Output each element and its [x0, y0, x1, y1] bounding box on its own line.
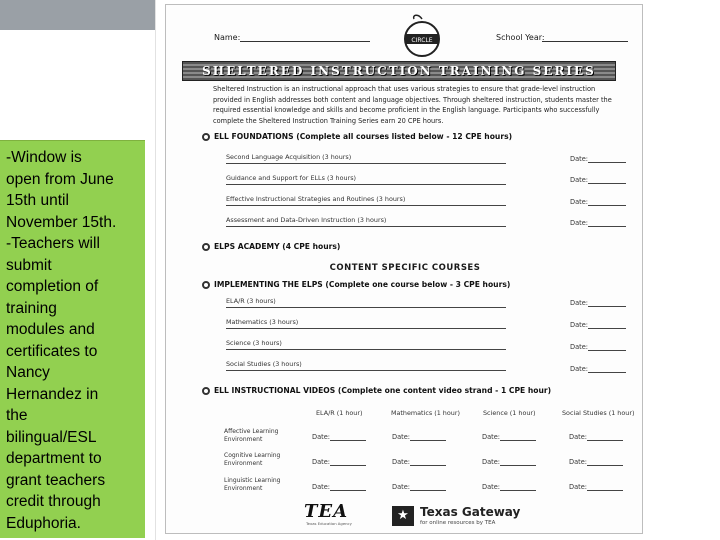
section-title-implementing-elps: IMPLEMENTING THE ELPS (Complete one course below - 3 CPE hours) — [214, 280, 511, 289]
date-label: Date: — [570, 155, 588, 163]
date-line — [588, 162, 626, 163]
note-line: completion of — [6, 278, 99, 295]
course-line — [226, 184, 506, 185]
decor-divider — [155, 0, 160, 540]
date-line — [587, 490, 623, 491]
date-line — [588, 306, 626, 307]
date-label: Date: — [482, 433, 500, 441]
apple-logo-icon — [398, 13, 446, 59]
date-label: Date: — [569, 458, 587, 466]
texas-gateway-subtext: for online resources by TEA — [420, 520, 496, 526]
school-year-line — [542, 41, 628, 42]
date-label: Date: — [570, 343, 588, 351]
intro-paragraph: Sheltered Instruction is an instructional approach that uses various strategies to ensure that grade-level instruction provided in English addresses both content and language objectives. Through sheltered instruction, students master the required essential knowledge and skills and become proficient in the English language. Participants who successfully complete the Sheltered Instruction Training Series earn 20 CPE hours. — [213, 85, 612, 125]
section-bullet-icon — [202, 133, 210, 141]
course-item: ELA/R (3 hours) — [226, 297, 276, 305]
course-line — [226, 226, 506, 227]
note-line: November 15th. — [6, 213, 117, 231]
date-label: Date: — [569, 483, 587, 491]
note-line: Eduphoria. — [6, 514, 81, 532]
note-line: open from June — [6, 170, 114, 188]
tea-logo: TEA — [304, 501, 349, 522]
course-item: Effective Instructional Strategies and Routines (3 hours) — [226, 195, 406, 203]
course-line — [226, 163, 506, 164]
date-label: Date: — [312, 458, 330, 466]
name-line — [240, 41, 370, 42]
scanned-form — [165, 4, 643, 534]
date-line — [588, 328, 626, 329]
date-label: Date: — [312, 433, 330, 441]
date-line — [500, 465, 536, 466]
date-label: Date: — [392, 458, 410, 466]
note-line: submit — [6, 256, 52, 274]
section-bullet-icon — [202, 243, 210, 251]
section-bullet-icon — [202, 387, 210, 395]
column-header: Science (1 hour) — [483, 409, 536, 417]
column-header: ELA/R (1 hour) — [316, 409, 363, 417]
section-title-ell-foundations: ELL FOUNDATIONS (Complete all courses listed below - 12 CPE hours) — [214, 132, 513, 141]
date-label: Date: — [569, 433, 587, 441]
course-line — [226, 307, 506, 308]
course-line — [226, 349, 506, 350]
series-banner: SHELTERED INSTRUCTION TRAINING SERIES — [182, 61, 616, 81]
star-icon: ★ — [392, 506, 414, 526]
date-line — [500, 440, 536, 441]
date-line — [330, 490, 366, 491]
column-header: Social Studies (1 hour) — [562, 409, 635, 417]
date-label: Date: — [392, 483, 410, 491]
course-line — [226, 328, 506, 329]
note-line: certificates to — [6, 342, 98, 360]
course-item: Second Language Acquisition (3 hours) — [226, 153, 352, 161]
course-item: Social Studies (3 hours) — [226, 360, 302, 368]
date-line — [410, 440, 446, 441]
course-item: Mathematics (3 hours) — [226, 318, 299, 326]
date-line — [588, 372, 626, 373]
date-line — [588, 226, 626, 227]
content-specific-heading: CONTENT SPECIFIC COURSES — [329, 263, 481, 273]
top-decor-bar — [0, 0, 160, 30]
date-line — [410, 465, 446, 466]
note-line: training — [6, 299, 57, 317]
note-line: Hernandez in — [6, 385, 99, 403]
date-label: Date: — [312, 483, 330, 491]
date-line — [587, 465, 623, 466]
course-item: Guidance and Support for ELLs (3 hours) — [226, 174, 357, 182]
date-label: Date: — [482, 483, 500, 491]
section-title-ell-videos: ELL INSTRUCTIONAL VIDEOS (Complete one content video strand - 1 CPE hour) — [214, 386, 552, 395]
date-line — [588, 183, 626, 184]
tea-logo-subtext: Texas Education Agency — [306, 521, 352, 526]
date-line — [587, 440, 623, 441]
school-year-label: School Year: — [496, 33, 545, 42]
date-line — [500, 490, 536, 491]
date-label: Date: — [570, 219, 588, 227]
date-label: Date: — [570, 198, 588, 206]
note-box — [0, 140, 145, 538]
note-line: -Window is — [6, 149, 82, 166]
note-line: department to — [6, 450, 102, 467]
course-line — [226, 205, 506, 206]
column-header: Mathematics (1 hour) — [391, 409, 460, 417]
date-line — [588, 350, 626, 351]
date-line — [330, 465, 366, 466]
date-line — [410, 490, 446, 491]
video-row-label: Cognitive Learning Environment — [224, 452, 281, 467]
date-label: Date: — [482, 458, 500, 466]
name-label: Name: — [214, 33, 241, 42]
note-line: -Teachers will — [6, 235, 100, 252]
video-row-label: Affective Learning Environment — [224, 428, 279, 443]
date-line — [330, 440, 366, 441]
section-bullet-icon — [202, 281, 210, 289]
video-row-label: Linguistic Learning Environment — [224, 477, 281, 492]
note-line: credit through — [6, 493, 101, 510]
course-item: Assessment and Data-Driven Instruction (3 hours) — [226, 216, 387, 224]
date-label: Date: — [392, 433, 410, 441]
note-line: bilingual/ESL — [6, 428, 97, 446]
note-line: the — [6, 407, 28, 424]
note-line: 15th until — [6, 192, 69, 209]
date-label: Date: — [570, 176, 588, 184]
date-line — [588, 205, 626, 206]
course-line — [226, 370, 506, 371]
note-line: modules and — [6, 321, 95, 338]
logo-text: CIRCLE — [411, 37, 433, 44]
note-line: Nancy — [6, 364, 50, 381]
date-label: Date: — [570, 365, 588, 373]
section-title-elps-academy: ELPS ACADEMY (4 CPE hours) — [214, 242, 341, 251]
date-label: Date: — [570, 321, 588, 329]
note-line: grant teachers — [6, 471, 106, 489]
date-label: Date: — [570, 299, 588, 307]
texas-gateway-logo: Texas Gateway — [420, 505, 521, 519]
course-item: Science (3 hours) — [226, 339, 282, 347]
